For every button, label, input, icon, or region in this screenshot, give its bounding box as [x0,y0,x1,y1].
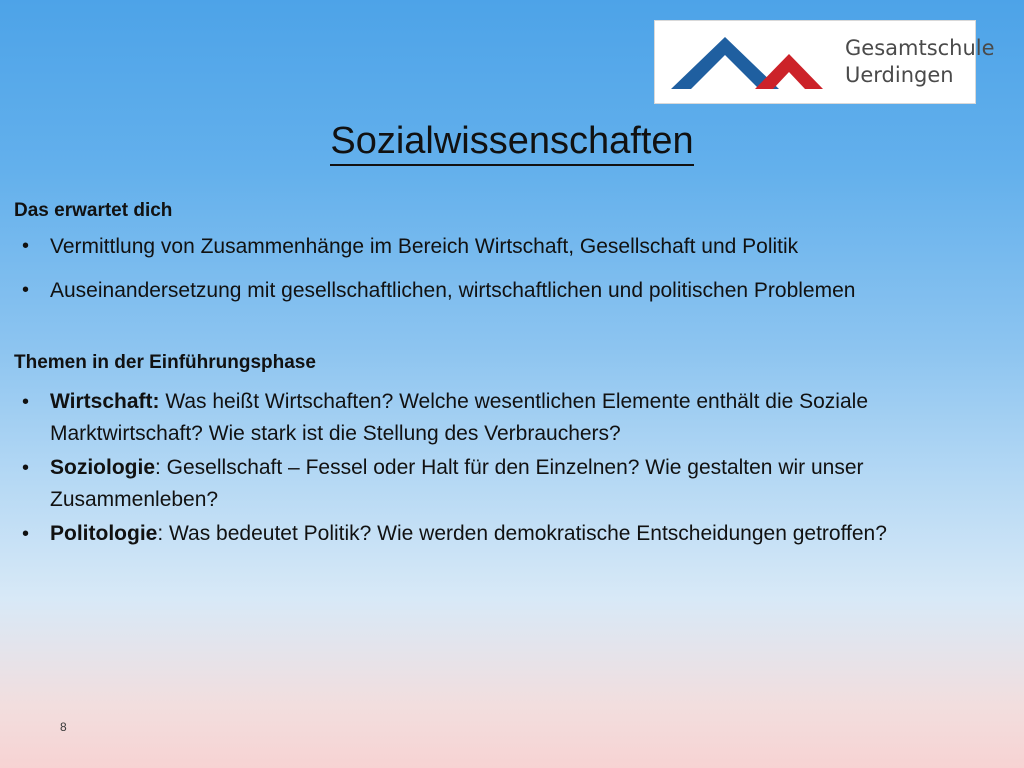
topic-label: Soziologie [50,456,155,479]
logo-line-2: Uerdingen [845,63,954,87]
logo-text [845,35,995,89]
expect-bullet-list [14,232,1010,306]
topic-text: Was heißt Wirtschaften? Welche wesentlichen Elemente enthält die Soziale Marktwirtschaft? Wie stark ist die Stellung des Verbrauchers? [50,390,868,445]
topic-text: : Was bedeutet Politik? Wie werden demokratische Entscheidungen getroffen? [157,522,887,545]
topic-label: Wirtschaft: [50,390,160,413]
topics-list [14,386,1010,550]
list-item: • Vermittlung von Zusammenhänge im Bereich Wirtschaft, Gesellschaft und Politik [14,232,1010,262]
topic-label: Politologie [50,522,158,545]
list-item [14,452,1010,516]
section-heading-expect: Das erwartet dich [14,200,173,221]
logo-mark-icon [663,27,841,97]
list-item: • Auseinandersetzung mit gesellschaftlichen, wirtschaftlichen und politischen Problemen [14,276,1010,306]
school-logo [654,20,995,104]
list-item [14,518,1010,550]
logo-line-1: Gesamtschule [845,36,995,60]
list-item [14,386,1010,450]
page-title-text: Sozialwissenschaften [330,120,693,166]
topic-text: : Gesellschaft – Fessel oder Halt für den Einzelnen? Wie gestalten wir unser Zusammenleben? [50,456,864,511]
spacer [14,320,1010,350]
page-number: 8 [60,720,67,734]
page-title [0,120,1024,163]
slide-body [14,198,1010,552]
section-heading-topics: Themen in der Einführungsphase [14,352,316,373]
